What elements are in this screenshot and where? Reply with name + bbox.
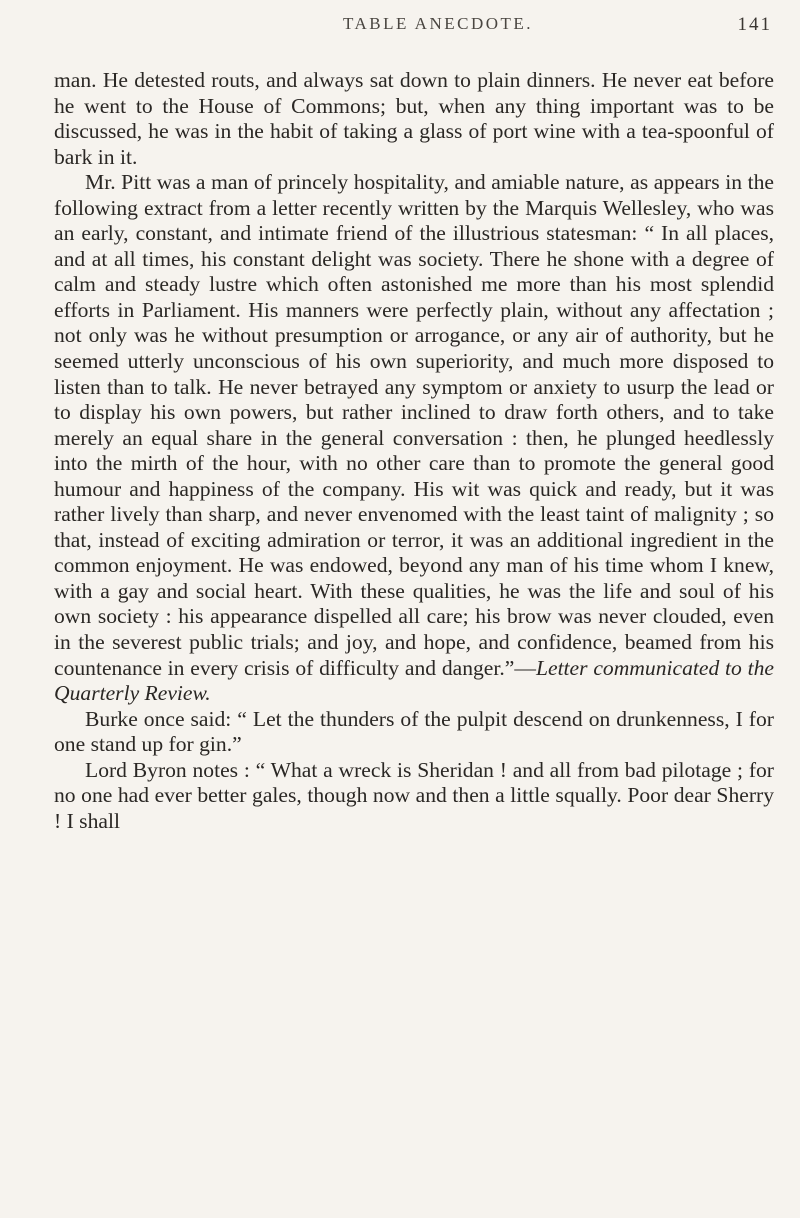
paragraph-text: man. He detested routs, and always sat down to plain dinners. He never eat before he went to the House of Commons; but, when any thing important was to be discussed, he was in the habit of taking a glass of port wine with a tea-spoonful of bark in it. [54,68,774,169]
paragraph [54,68,774,170]
page-header [96,14,780,40]
paragraph-text: Mr. Pitt was a man of princely hospitality, and amiable nature, as appears in the following extract from a letter recently written by the Marquis Wellesley, who was an early, constant, and intimate friend of the illustrious statesman: “ In all places, and at all times, his constant delight was society. There he shone with a degree of calm and steady lustre which often astonished me more than his most splendid efforts in Parliament. His manners were perfectly plain, without any affectation ; not only was he without presumption or arrogance, or any air of authority, but he seemed utterly unconscious of his own superiority, and much more disposed to listen than to talk. He never betrayed any symptom or anxiety to usurp the lead or to display his own powers, but rather inclined to draw forth others, and to take merely an equal share in the general conversation : then, he plunged heedlessly into the mirth of the hour, with no other care than to promote the general good humour and happiness of the company. His wit was quick and ready, but it was rather lively than sharp, and never envenomed with the least taint of malignity ; so that, instead of exciting admiration or terror, it was an additional ingredient in the common enjoyment. He was endowed, beyond any man of his time whom I knew, with a gay and social heart. With these qualities, he was the life and soul of his own society : his appearance dispelled all care; his brow was never clouded, even in the severest public trials; and joy, and hope, and confidence, beamed from his countenance in every crisis of difficulty and danger.”— [54,170,774,680]
page-number: 141 [737,14,772,35]
paragraph [54,707,774,758]
quote-source: Letter communicated to the Quarterly Review. [54,655,774,706]
running-head: TABLE ANECDOTE. [342,14,534,33]
paragraph [54,170,774,706]
paragraph [54,758,774,835]
body-text [54,68,774,834]
paragraph-text: Lord Byron notes : “ What a wreck is Sheridan ! and all from bad pilotage ; for no one had ever better gales, though now and then a little squally. Poor dear Sherry ! I shall [54,757,774,833]
paragraph-text: Burke once said: “ Let the thunders of the pulpit descend on drunkenness, I for one stand up for gin.” [54,706,774,757]
